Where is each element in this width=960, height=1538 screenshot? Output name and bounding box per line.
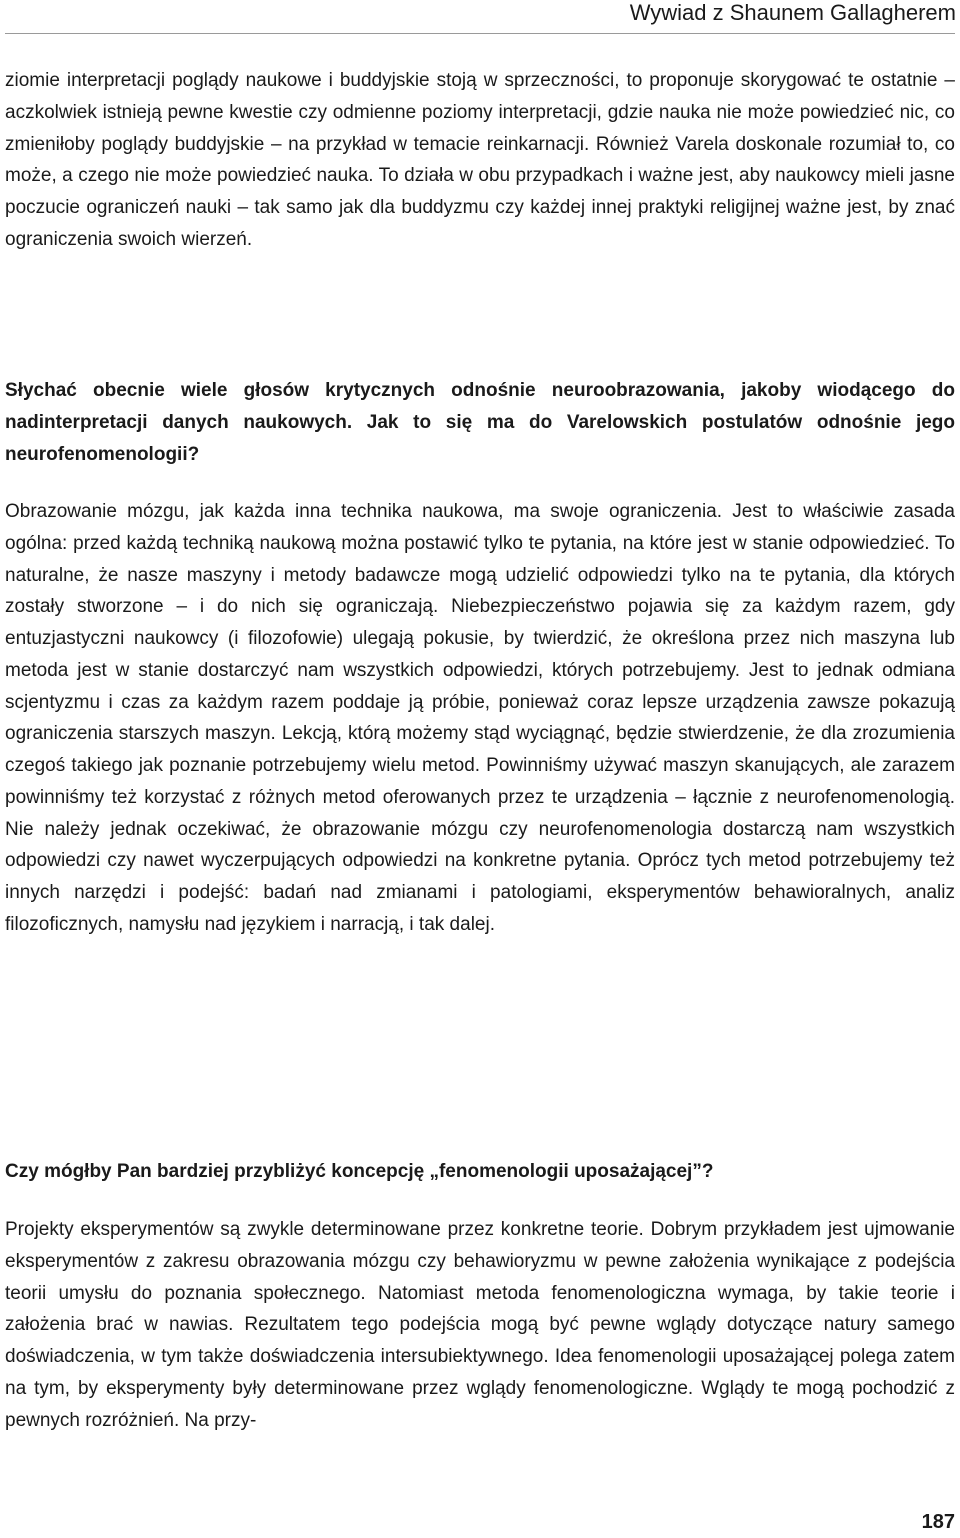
- answer-paragraph-brain-imaging: Obrazowanie mózgu, jak każda inna technika naukowa, ma swoje ograniczenia. Jest to właściwie zasada ogólna: przed każdą techniką naukową można postawić tylko te pytania, na które jest w stanie odpowiedzieć. To naturalne, że nasze maszyny i metody badawcze mogą udzielić odpowiedzi tylko na te pytania, dla których zostały stworzone – i do nich się ograniczają. Niebezpieczeństwo pojawia się za każdym razem, gdy entuzjastyczni naukowcy (i filozofowie) ulegają pokusie, by twierdzić, że określona przez nich maszyna lub metoda jest w stanie dostarczyć nam wszystkich odpowiedzi, których potrzebujemy. Jest to jednak odmiana scjentyzmu i czas za każdym razem poddaje ją próbie, ponieważ coraz lepsze urządzenia zawsze pokazują ograniczenia starszych maszyn. Lekcją, którą możemy stąd wyciągnąć, będzie stwierdzenie, że dla zrozumienia czegoś takiego jak poznanie potrzebujemy wielu metod. Powinniśmy używać maszyn skanujących, ale zarazem powinniśmy też korzystać z różnych metod oferowanych przez te urządzenia – łącznie z neurofenomenologią. Nie należy jednak oczekiwać, że obrazowanie mózgu czy neurofenomenologia dostarczą nam wszystkich odpowiedzi czy nawet wyczerpujących odpowiedzi na konkretne pytania. Oprócz tych metod potrzebujemy też innych narzędzi i podejść: badań nad zmianami i patologiami, eksperymentów behawioralnych, analiz filozoficznych, namysłu nad językiem i narracją, i tak dalej.: [5, 501, 955, 935]
- answer-paragraph-experiment-design: Projekty eksperymentów są zwykle determinowane przez konkretne teorie. Dobrym przykładem jest ujmowanie eksperymentów z zakresu obrazowania mózgu czy behawioryzmu w pewne założenia wynikające z podejścia teorii umysłu do poznania społecznego. Natomiast metoda fenomenologiczna wymaga, by takie teorie i założenia brać w nawias. Rezultatem tego podejścia mogą być pewne wglądy dotyczące natury samego doświadczenia, w tym także doświadczenia intersubiektywnego. Idea fenomenologii uposażającej polega zatem na tym, by eksperymenty były determinowane przez wglądy fenomenologiczne. Wglądy te mogą pochodzić z pewnych rozróżnień. Na przy-: [5, 1219, 955, 1431]
- interview-question-neuroimaging: Słychać obecnie wiele głosów krytycznych odnośnie neuroobrazowania, jakoby wiodącego do nadinterpretacji danych naukowych. Jak to się ma do Varelowskich postulatów odnośnie jego neurofenomenologii?: [5, 380, 955, 465]
- running-head-title: Wywiad z Shaunem Gallagherem: [629, 0, 956, 25]
- interview-question-front-loaded-phenomenology: Czy mógłby Pan bardziej przybliżyć koncepcję „fenomenologii uposażającej”?: [5, 1161, 714, 1182]
- paragraph-continuation: ziomie interpretacji poglądy naukowe i buddyjskie stoją w sprzeczności, to proponuje skorygować te ostatnie – aczkolwiek istnieją pewne kwestie czy odmienne poziomy interpretacji, gdzie nauka nie może powiedzieć nic, co zmieniłoby poglądy buddyjskie – na przykład w temacie reinkarnacji. Również Varela doskonale rozumiał to, co może, a czego nie może powiedzieć nauka. To działa w obu przypadkach i ważne jest, aby naukowcy mieli jasne poczucie ograniczeń nauki – tak samo jak dla buddyzmu czy każdej innej praktyki religijnej ważne jest, by znać ograniczenia swoich wierzeń.: [5, 70, 955, 250]
- page-number: 187: [921, 1511, 955, 1533]
- header-rule: [5, 33, 955, 34]
